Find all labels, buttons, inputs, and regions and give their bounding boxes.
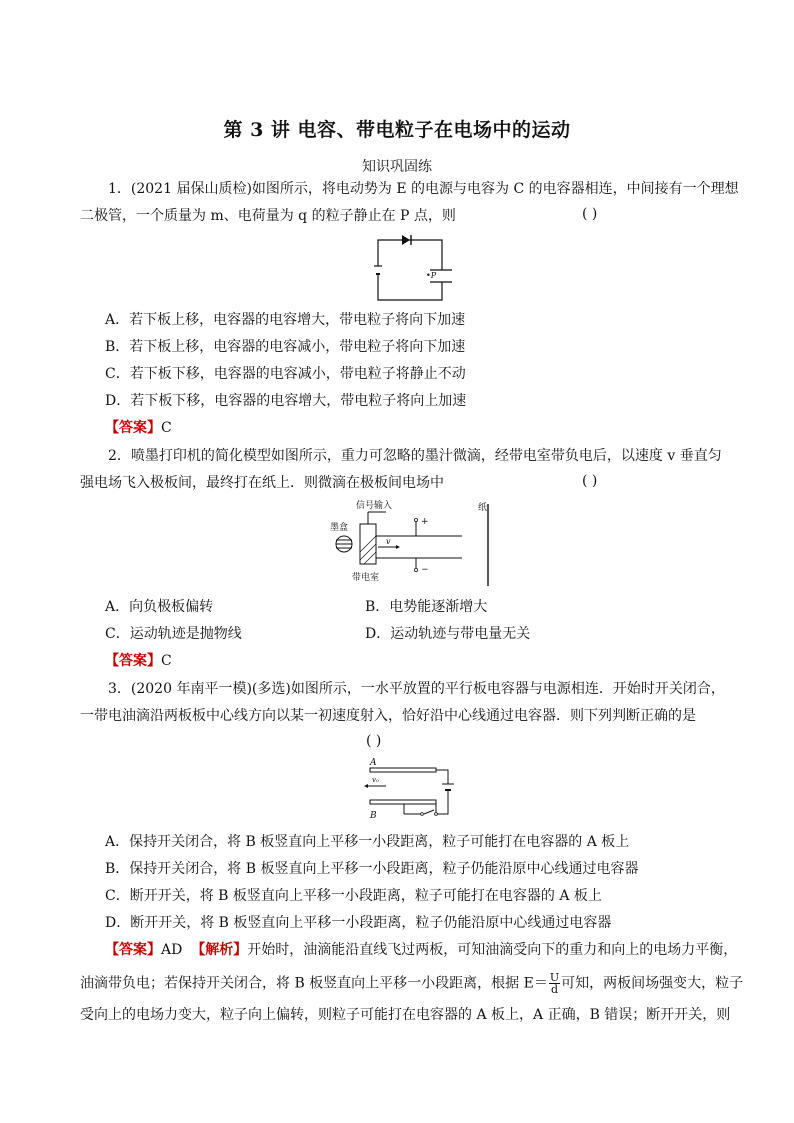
- q3-analysis-tag: 【解析】: [191, 942, 248, 958]
- q3-plate-a-label: A: [370, 758, 377, 768]
- q2-minus-label: −: [421, 565, 429, 575]
- q3-analysis-text-1: 开始时，油滴能沿直线飞过两板，可知油滴受向下的重力和向上的电场力平衡，: [247, 942, 738, 958]
- q2-plus-label: +: [421, 517, 429, 527]
- q2-inkjet-diagram: [326, 496, 496, 588]
- q2-answer: [105, 651, 172, 671]
- q3-answer-analysis-line1: [105, 940, 737, 960]
- q1-option-d: D．若下板下移，电容器的电容增大，带电粒子将向上加速: [105, 393, 467, 409]
- q1-answer-bracket: ( ): [582, 206, 598, 222]
- q2-paper-label: 纸: [478, 503, 488, 513]
- q1-option-a: A．若下板上移，电容器的电容增大，带电粒子将向下加速: [105, 312, 466, 328]
- q3-option-d: D．断开开关，将 B 板竖直向上平移一小段距离，粒子仍能沿原中心线通过电容器: [105, 915, 612, 931]
- diode-icon: [402, 235, 410, 245]
- q3-analysis-line3: 受向上的电场力变大，粒子向上偏转，则粒子可能打在电容器的 A 板上，A 正确，B 错误；断开开关，则: [80, 1007, 731, 1023]
- q2-ink-label: 墨盒: [330, 523, 349, 533]
- q2-signal-label: 信号输入: [356, 501, 393, 511]
- q2-answer-value: C: [161, 653, 172, 669]
- q3-stem-line1: 3．(2020 年南平一模)(多选)如图所示，一水平放置的平行板电容器与电源相连．开始时开关闭合，: [108, 681, 725, 697]
- q1-option-b: B．若下板上移，电容器的电容减小，带电粒子将向下加速: [105, 339, 466, 355]
- q1-answer: [105, 418, 172, 438]
- field-formula-fraction: [549, 972, 560, 995]
- fraction-numerator: U: [549, 971, 560, 984]
- q3-answer-value: AD: [161, 942, 183, 958]
- q2-option-b: B．电势能逐渐增大: [365, 599, 488, 615]
- q1-answer-value: C: [161, 420, 172, 436]
- q1-circuit-diagram: [368, 230, 452, 304]
- q2-option-d: D．运动轨迹与带电量无关: [365, 626, 531, 642]
- q2-answer-tag: 【答案】: [105, 653, 161, 669]
- q1-stem-line2: 二极管，一个质量为 m、电荷量为 q 的粒子静止在 P 点，则: [80, 208, 456, 224]
- q3-option-c: C．断开开关，将 B 板竖直向上平移一小段距离，粒子可能打在电容器的 A 板上: [105, 888, 602, 904]
- q2-option-c: C．运动轨迹是抛物线: [105, 626, 242, 642]
- q3-option-b: B．保持开关闭合，将 B 板竖直向上平移一小段距离，粒子仍能沿原中心线通过电容器: [105, 861, 639, 877]
- q3-plate-b-label: B: [370, 811, 377, 821]
- q2-velocity-label: v: [386, 537, 391, 546]
- q2-answer-bracket: ( ): [582, 473, 598, 489]
- q3-stem-line2: 一带电油滴沿两板板中心线方向以某一初速度射入，恰好沿中心线通过电容器．则下列判断正确的是: [80, 708, 696, 724]
- q1-point-p-label: •P: [426, 271, 437, 280]
- q3-analysis-text-2a: 油滴带负电；若保持开关闭合，将 B 板竖直向上平移一小段距离，根据 E＝: [80, 975, 548, 992]
- section-subtitle: 知识巩固练: [362, 159, 432, 175]
- q2-stem-line2: 强电场飞入极板间，最终打在纸上．则微滴在极板间电场中: [80, 475, 444, 491]
- q1-option-c: C．若下板下移，电容器的电容减小，带电粒子将静止不动: [105, 366, 466, 382]
- q3-answer-bracket: ( ): [366, 733, 382, 749]
- fraction-denominator: d: [550, 983, 559, 996]
- lecture-title: 第 3 讲 电容、带电粒子在电场中的运动: [223, 119, 571, 141]
- q3-capacitor-diagram: [364, 756, 464, 822]
- q1-answer-tag: 【答案】: [105, 420, 161, 436]
- q2-charge-label: 带电室: [352, 573, 380, 583]
- q3-option-a: A．保持开关闭合，将 B 板竖直向上平移一小段距离，粒子可能打在电容器的 A 板上: [105, 834, 630, 850]
- q1-stem-line1: 1．(2021 届保山质检)如图所示，将电动势为 E 的电源与电容为 C 的电容器相连，中间接有一个理想: [108, 181, 739, 197]
- q3-velocity-label: v₀: [372, 776, 379, 784]
- q3-analysis-line2: [80, 972, 743, 995]
- q3-analysis-text-2b: 可知，两板间场强变大，粒子: [561, 975, 744, 992]
- q2-stem-line1: 2．喷墨打印机的简化模型如图所示，重力可忽略的墨汁微滴，经带电室带负电后，以速度 v 垂直匀: [108, 448, 722, 464]
- q3-answer-tag: 【答案】: [105, 942, 161, 958]
- q2-option-a: A．向负极板偏转: [105, 599, 214, 615]
